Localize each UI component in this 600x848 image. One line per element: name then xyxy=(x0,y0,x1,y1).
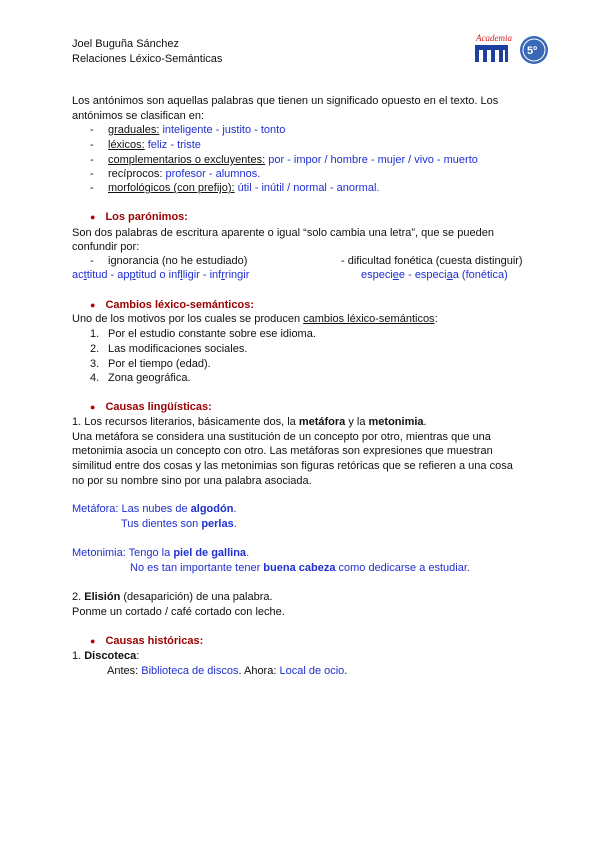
metafora-example-1: Metáfora: Las nubes de algodón. xyxy=(72,503,237,515)
paronimos-heading: ● Los parónimos: xyxy=(90,211,188,223)
paronimos-item-dificultad: - dificultad fonética (cuesta distinguir) xyxy=(341,255,523,267)
bullet-icon: ● xyxy=(90,212,96,222)
metafora-example-2: Tus dientes son perlas. xyxy=(121,518,237,530)
logo-building-icon xyxy=(475,45,508,62)
metafora-explanation-line2: metonimia asocia un concepto con otro. Las metáforas son expresiones que muestran xyxy=(72,445,493,457)
antonimo-item-morfologicos: - morfológicos (con prefijo): útil - inútil / normal - anormal. xyxy=(90,182,380,194)
causas-historicas-heading: ● Causas históricas: xyxy=(90,635,204,647)
antonimo-item-reciprocos: - recíprocos: profesor - alumnos. xyxy=(90,168,261,180)
cambios-list-item: 2. Las modificaciones sociales. xyxy=(90,343,248,355)
antonimos-intro-line1: Los antónimos son aquellas palabras que tienen un significado opuesto en el texto. Los xyxy=(72,95,499,107)
recursos-literarios-line: 1. Los recursos literarios, básicamente dos, la metáfora y la metonimia. xyxy=(72,416,427,428)
logo-badge-text: 5º xyxy=(527,45,538,57)
academy-logo xyxy=(472,32,550,68)
bullet-icon: ● xyxy=(90,300,96,310)
discoteca-item: 1. Discoteca: xyxy=(72,650,140,662)
academy-logo-graphic xyxy=(472,32,550,68)
cambios-list-item: 3. Por el tiempo (edad). xyxy=(90,358,211,370)
elision-line: 2. Elisión (desaparición) de una palabra. xyxy=(72,591,273,603)
cambios-list-item: 4. Zona geográfica. xyxy=(90,372,191,384)
antonimo-item-graduales: - graduales: inteligente - justito - tonto xyxy=(90,124,286,136)
bullet-icon: ● xyxy=(90,636,96,646)
causas-linguisticas-heading: ● Causas lingüísticas: xyxy=(90,401,212,413)
metonimia-example-2: No es tan importante tener buena cabeza como dedicarse a estudiar. xyxy=(130,562,470,574)
author-name: Joel Buguña Sánchez xyxy=(72,38,180,50)
metafora-explanation-line3: similitud entre dos cosas y las metonimias son figuras retóricas que se refieren a una cosa xyxy=(72,460,513,472)
logo-script-text: Academia xyxy=(476,33,512,43)
document-subject: Relaciones Léxico-Semánticas xyxy=(72,53,223,65)
cambios-list-item: 1. Por el estudio constante sobre ese idioma. xyxy=(90,328,316,340)
cambios-intro: Uno de los motivos por los cuales se producen cambios léxico-semánticos: xyxy=(72,313,438,325)
paronimos-example-actitud: acttitud - apptitud o inflligir - infrringir xyxy=(72,269,250,281)
elision-example: Ponme un cortado / café cortado con leche. xyxy=(72,606,285,618)
antonimo-item-complementarios: - complementarios o excluyentes: por - impor / hombre - mujer / vivo - muerto xyxy=(90,154,478,166)
antonimo-item-lexicos: - léxicos: feliz - triste xyxy=(90,139,201,151)
antonimos-intro-line2: antónimos se clasifican en: xyxy=(72,110,205,122)
paronimos-item-ignorancia: - ignorancia (no he estudiado) xyxy=(90,255,248,267)
paronimos-example-especie: especiee - especiaa (fonética) xyxy=(361,269,508,281)
metonimia-example-1: Metonimia: Tengo la piel de gallina. xyxy=(72,547,250,559)
bullet-icon: ● xyxy=(90,402,96,412)
metafora-explanation-line4: no por su nombre sino por una palabra asociada. xyxy=(72,475,312,487)
cambios-heading: ● Cambios léxico-semánticos: xyxy=(90,299,254,311)
paronimos-text-line2: confundir por: xyxy=(72,241,140,253)
metafora-explanation-line1: Una metáfora se considera una sustitución de un concepto por otro, mientras que una xyxy=(72,431,491,443)
discoteca-meaning: Antes: Biblioteca de discos. Ahora: Local de ocio. xyxy=(107,665,348,677)
paronimos-text-line1: Son dos palabras de escritura aparente o igual “solo cambia una letra”, que se pueden xyxy=(72,227,494,239)
